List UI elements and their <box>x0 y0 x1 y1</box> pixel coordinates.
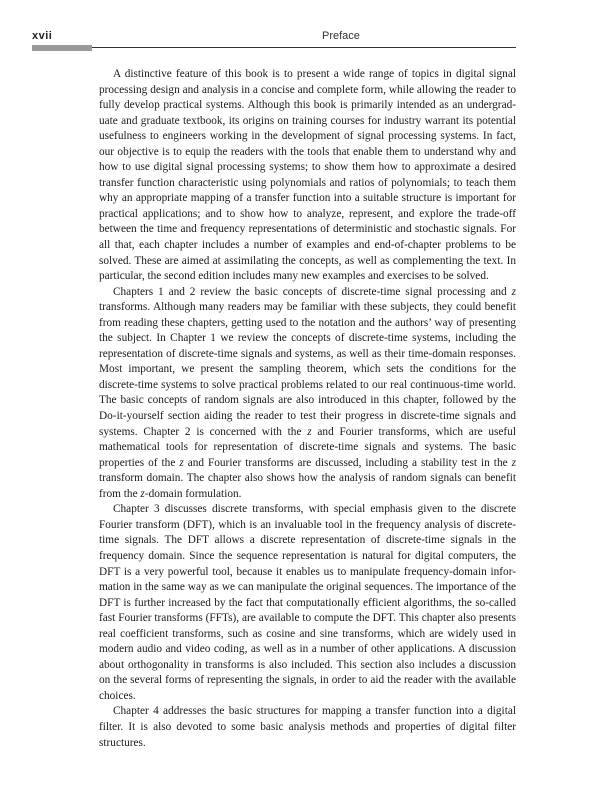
text-run: Chapters 1 and 2 review the basic concepts of discrete-time signal processing and <box>113 285 512 298</box>
header-accent-bar <box>32 45 92 51</box>
header-rule <box>92 47 516 48</box>
text-run: -domain formulation. <box>144 487 242 500</box>
body-text <box>99 67 516 751</box>
paragraph-chapter-4 <box>99 704 516 751</box>
page-number: xvii <box>32 30 53 42</box>
math-variable: z <box>511 456 516 469</box>
paragraph-chapters-1-2 <box>99 285 516 503</box>
page-header <box>32 30 516 48</box>
math-variable: z <box>307 425 312 438</box>
text-run: transforms. Although many readers may be familiar with these subjects, they could benefit from reading these chapters, getting used to the notation and the authors’ way of presenting the subject. In Chapter 1 we review the concepts of discrete-time systems, including the representation of discrete-time signals and systems, as well as their time-domain responses. Most important, we present the sampling theorem, which sets the conditions for the discrete-time systems to solve practical problems related to our real continuous-time world. The basic concepts of random signals are also introduced in this chapter, followed by the Do-it-yourself section aiding the reader to test their progress in discrete-time signals and systems. Chapter 2 is concerned with the <box>99 301 516 438</box>
text-run: A distinctive feature of this book is to present a wide range of topics in digital signal processing design and analysis in a concise and complete form, while allowing the reader to fully develop practical systems. Although this book is primarily intended as an undergrad-uate and graduate textbook, its origins on training courses for industry warrant its potential usefulness to engineers working in the development of signal processing systems. In fact, our objective is to equip the readers with the tools that enable them to understand why and how to use digital signal processing systems; to show them how to approximate a desired transfer function characteristic using polynomials and ratios of polynomials; to teach them why an appropriate mapping of a transfer function into a suitable structure is important for practical applications; and to show how to analyze, represent, and explore the trade-off between the time and frequency representations of deterministic and stochastic signals. For all that, each chapter includes a number of examples and end-of-chapter problems to be solved. These are aimed at assimilating the concepts, as well as complementing the text. In particular, the second edition includes many new examples and exercises to be solved. <box>99 68 516 283</box>
text-run: and Fourier transforms are discussed, including a stability test in the <box>183 456 512 469</box>
running-title: Preface <box>322 30 360 42</box>
paragraph-intro <box>99 67 516 285</box>
text-run: Chapter 3 discusses discrete transforms, with special emphasis given to the discrete Fourier transform (DFT), which is an invaluable tool in the frequency analysis of discrete-time signals. The DFT allows a discrete representation of discrete-time signals in the frequency domain. Since the sequence representation is natural for digital computers, the DFT is a very powerful tool, because it enables us to manipulate frequency-domain infor-mation in the same way as we can manipulate the original sequences. The importance of the DFT is further increased by the fact that computationally efficient algorithms, the so-called fast Fourier transforms (FFTs), are available to compute the DFT. This chapter also presents real coefficient transforms, such as cosine and sine transforms, which are widely used in modern audio and video coding, as well as in a number of other applications. A discussion about orthogonality in transforms is also included. This section also includes a discussion on the several forms of representing the signals, in order to aid the reader with the available choices. <box>99 503 516 702</box>
text-run: transform domain. The chapter also shows how the analysis of random signals can benefit from the <box>99 472 516 500</box>
math-variable: z <box>140 487 145 500</box>
math-variable: z <box>179 456 184 469</box>
text-run: Chapter 4 addresses the basic structures for mapping a transfer function into a digital filter. It is also devoted to some basic analysis methods and properties of digital filter structures. <box>99 705 516 749</box>
text-run: and Fourier transforms, which are useful mathematical tools for representation of discrete-time signals and systems. The basic properties of the <box>99 425 516 469</box>
paragraph-chapter-3 <box>99 502 516 704</box>
math-variable: z <box>511 285 516 298</box>
